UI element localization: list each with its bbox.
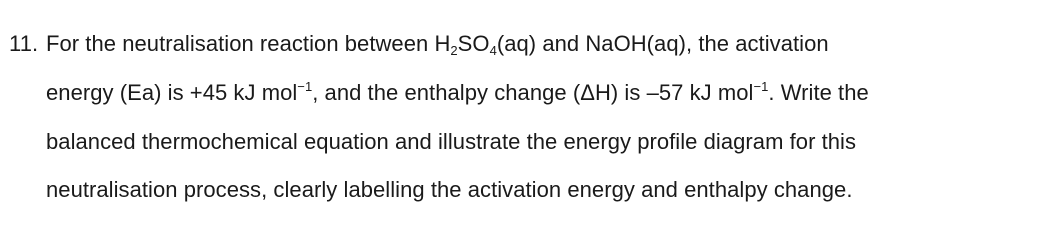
line2-text-c: . Write the [768,80,869,105]
question-text-line-4: neutralisation process, clearly labelling the activation energy and enthalpy change. [46,177,853,202]
subscript-4: 4 [489,43,497,58]
superscript-minus-1-a: −1 [297,79,313,94]
line1-text-b: SO [457,31,490,56]
superscript-minus-1-b: −1 [753,79,769,94]
line2-text-a: energy (Ea) is +45 kJ mol [46,80,298,105]
line1-text-c: (aq) and NaOH(aq), the activation [496,31,829,56]
question-text-line-2 [46,78,869,108]
line2-text-b: , and the enthalpy change (ΔH) is –57 kJ mol [312,80,754,105]
subscript-2: 2 [450,43,458,58]
line1-text-a: For the neutralisation reaction between H [46,31,451,56]
question-text-line-3: balanced thermochemical equation and illustrate the energy profile diagram for this [46,129,857,154]
question-text-line-1 [46,29,829,59]
question-number: 11. [9,31,39,56]
